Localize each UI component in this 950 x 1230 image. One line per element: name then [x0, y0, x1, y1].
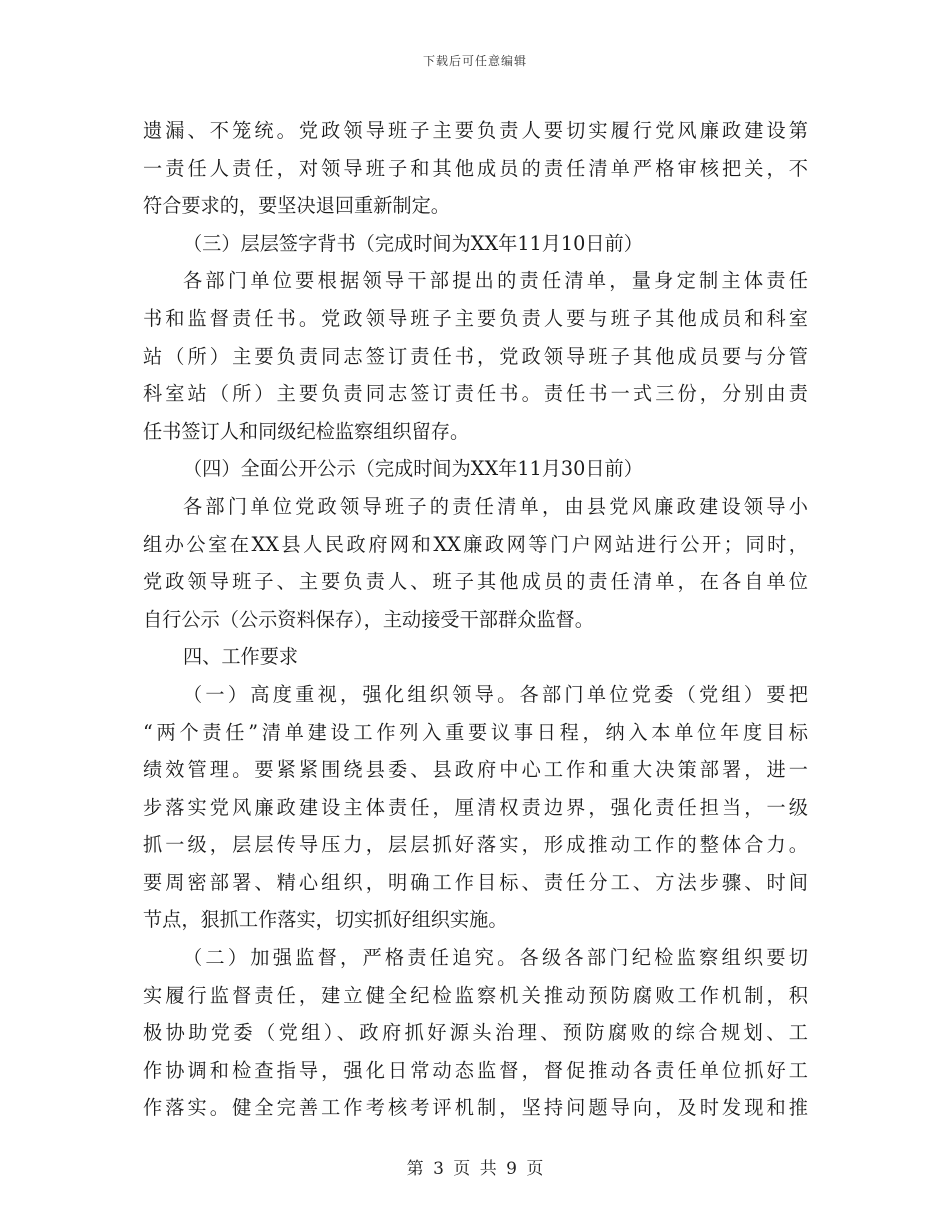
- section-heading: （三）层层签字背书（完成时间为XX年11月10日前）: [183, 231, 643, 255]
- text-line: 各部门单位要根据领导干部提出的责任清单，量身定制主体责任: [183, 269, 808, 293]
- text-line: 抓一级，层层传导压力，层层抓好落实，形成推动工作的整体合力。: [143, 833, 808, 857]
- text-line: 站（所）主要负责同志签订责任书，党政领导班子其他成员要与分管: [143, 344, 808, 368]
- section-heading: （四）全面公开公示（完成时间为XX年11月30日前）: [183, 457, 643, 481]
- text-line: 节点，狠抓工作落实，切实抓好组织实施。: [143, 908, 508, 932]
- text-line: 各部门单位党政领导班子的责任清单，由县党风廉政建设领导小: [183, 494, 808, 518]
- text-line: 作协调和检查指导，强化日常动态监督，督促推动各责任单位抓好工: [143, 1058, 808, 1082]
- text-line: 书和监督责任书。党政领导班子主要负责人要与班子其他成员和科室: [143, 306, 808, 330]
- text-line: 组办公室在XX县人民政府网和XX廉政网等门户网站进行公开；同时，: [143, 532, 808, 556]
- text-line: “两个责任”清单建设工作列入重要议事日程，纳入本单位年度目标: [143, 720, 808, 744]
- text-line: 步落实党风廉政建设主体责任，厘清权责边界，强化责任担当，一级: [143, 795, 808, 819]
- text-line: （二）加强监督，严格责任追究。各级各部门纪检监察组织要切: [183, 946, 808, 970]
- text-line: 任书签订人和同级纪检监察组织留存。: [143, 419, 470, 443]
- page-number: 第 3 页 共 9 页: [406, 1159, 544, 1179]
- section-heading: 四、工作要求: [183, 645, 299, 669]
- text-line: 实履行监督责任，建立健全纪检监察机关推动预防腐败工作机制，积: [143, 983, 808, 1007]
- text-line: 遗漏、不笼统。党政领导班子主要负责人要切实履行党风廉政建设第: [143, 119, 808, 142]
- text-line: 一责任人责任，对领导班子和其他成员的责任清单严格审核把关，不: [143, 156, 808, 180]
- text-line: 符合要求的，要坚决退回重新制定。: [143, 194, 450, 218]
- text-line: 要周密部署、精心组织，明确工作目标、责任分工、方法步骤、时间: [143, 870, 808, 894]
- text-line: （一）高度重视，强化组织领导。各部门单位党委（党组）要把: [183, 682, 808, 706]
- page-header-note: 下载后可任意编辑: [422, 54, 527, 68]
- text-line: 自行公示（公示资料保存），主动接受干部群众监督。: [143, 607, 594, 631]
- text-line: 绩效管理。要紧紧围绕县委、县政府中心工作和重大决策部署，进一: [143, 758, 808, 782]
- text-line: 科室站（所）主要负责同志签订责任书。责任书一式三份，分别由责: [143, 382, 808, 406]
- document-body: [143, 112, 808, 1127]
- text-line: 作落实。健全完善工作考核考评机制，坚持问题导向，及时发现和推: [143, 1096, 808, 1120]
- text-line: 党政领导班子、主要负责人、班子其他成员的责任清单，在各自单位: [143, 570, 808, 594]
- text-line: 极协助党委（党组）、政府抓好源头治理、预防腐败的综合规划、工: [143, 1021, 808, 1045]
